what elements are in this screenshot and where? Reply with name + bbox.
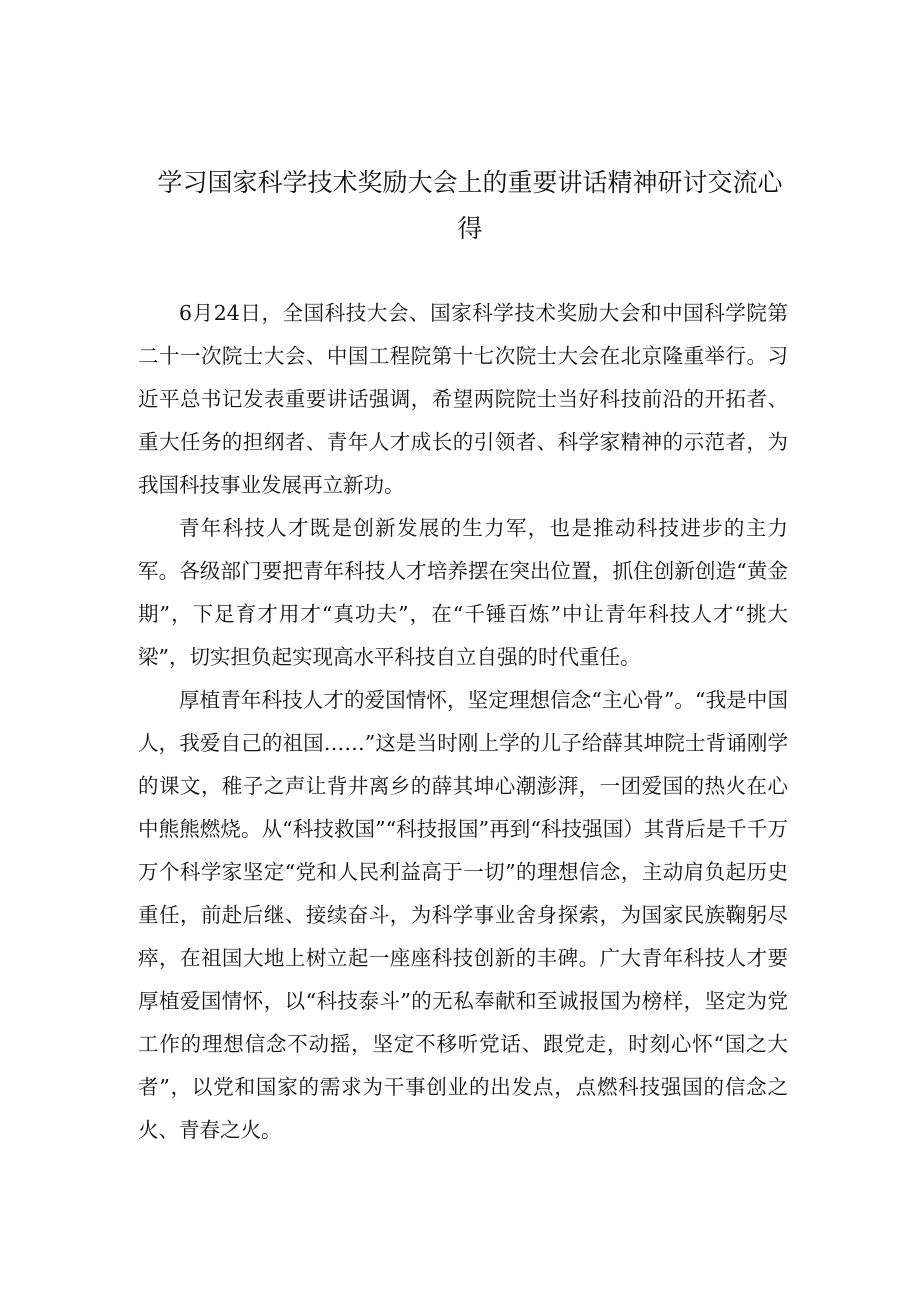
- paragraph-3: 厚植青年科技人才的爱国情怀，坚定理想信念“主心骨”。“我是中国人，我爱自己的祖国……”这是当时刚上学的儿子给薛其坤院士背诵刚学的课文，稚子之声让背井离乡的薛其坤心潮澎湃，一团爱国的热火在心中熊熊燃烧。从“科技救国”“科技报国”再到“科技强国）其背后是千千万万个科学家坚定“党和人民利益高于一切”的理想信念，主动肩负起历史重任，前赴后继、接续奋斗，为科学事业舍身探索，为国家民族鞠躬尽瘁，在祖国大地上树立起一座座科技创新的丰碑。广大青年科技人才要厚植爱国情怀，以“科技泰斗”的无私奉献和至诚报国为榜样，坚定为党工作的理想信念不动摇，坚定不移听党话、跟党走，时刻心怀“国之大者”，以党和国家的需求为干事创业的出发点，点燃科技强国的信念之火、青春之火。: [138, 688, 788, 1142]
- document-body: [138, 292, 788, 1152]
- document-title: 学习国家科学技术奖励大会上的重要讲话精神研讨交流心得: [157, 168, 783, 243]
- paragraph-2: 青年科技人才既是创新发展的生力军，也是推动科技进步的主力军。各级部门要把青年科技人才培养摆在突出位置，抓住创新创造“黄金期”，下足育才用才“真功夫”，在“千锤百炼”中让青年科技人才“挑大梁”，切实担负起实现高水平科技自立自强的时代重任。: [138, 516, 788, 669]
- paragraph-1: 6月24日，全国科技大会、国家科学技术奖励大会和中国科学院第二十一次院士大会、中国工程院第十七次院士大会在北京隆重举行。习近平总书记发表重要讲话强调，希望两院院士当好科技前沿的开拓者、重大任务的担纲者、青年人才成长的引领者、科学家精神的示范者，为我国科技事业发展再立新功。: [138, 301, 788, 497]
